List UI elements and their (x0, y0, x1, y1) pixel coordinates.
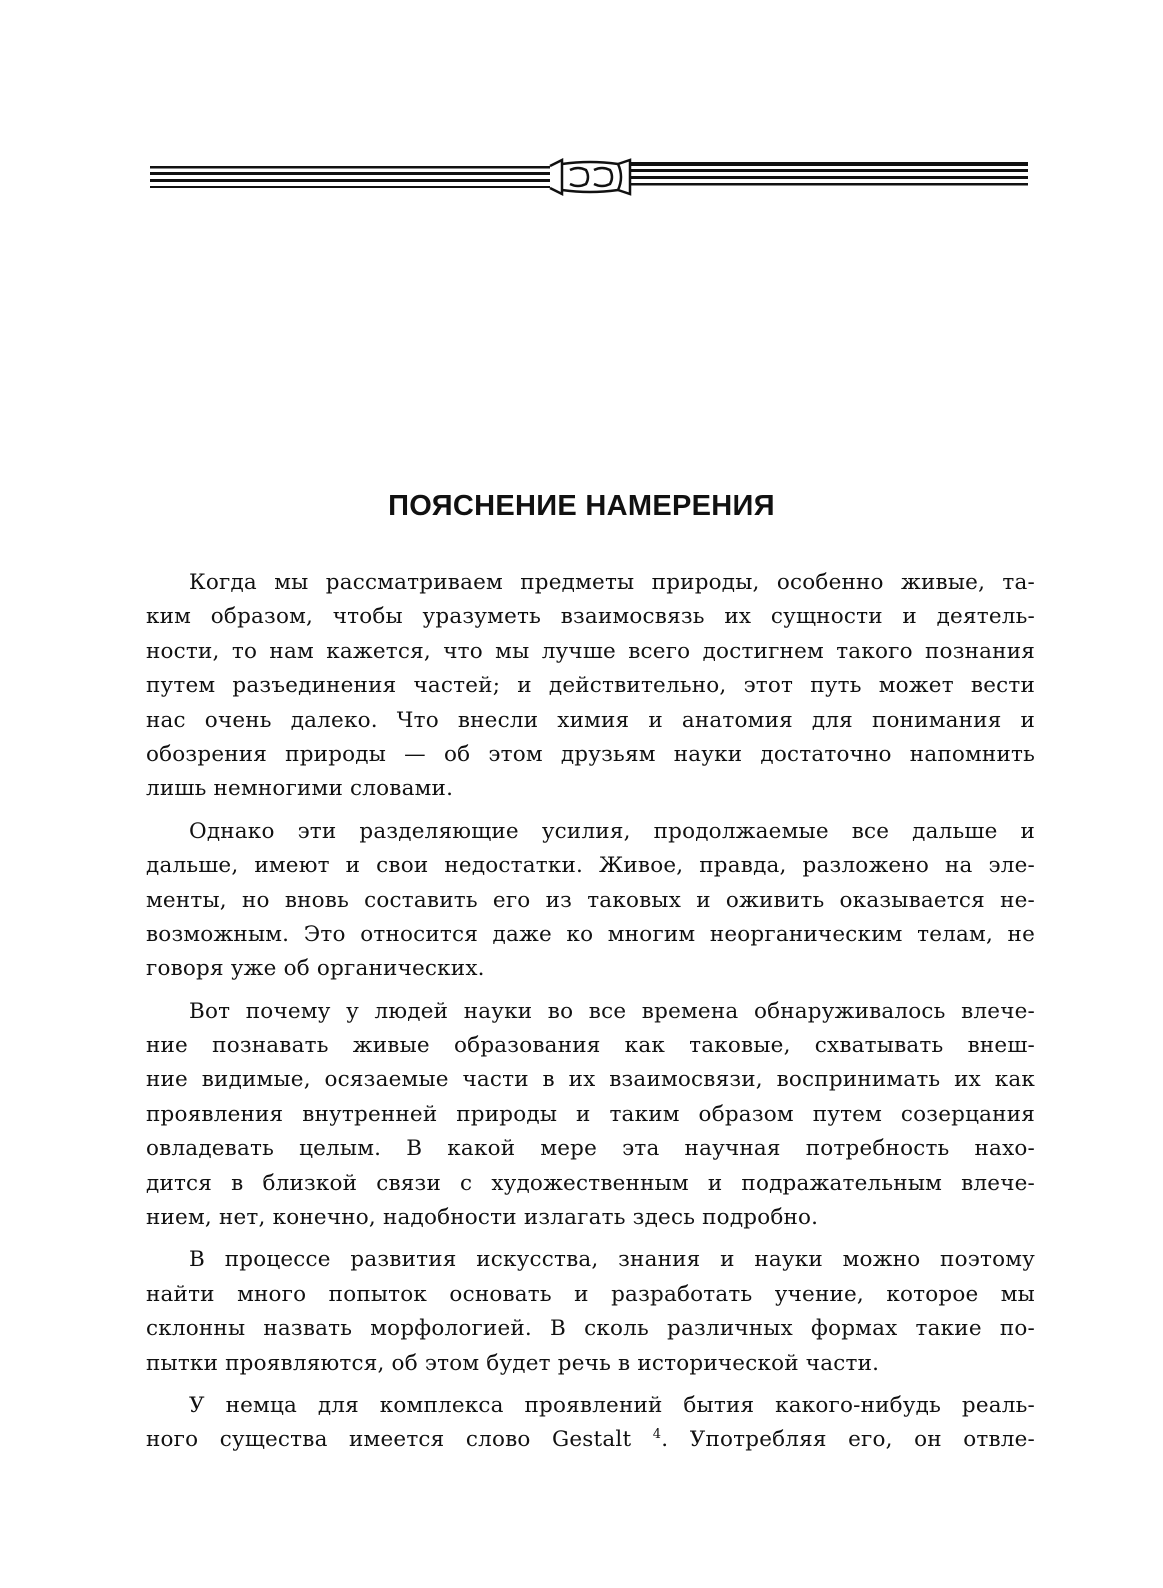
text-line: дится в близкой связи с художественным и подражательным влече- (146, 1170, 1035, 1196)
text-line: Однако эти разделяющие усилия, продолжаемые все дальше и (189, 818, 1035, 844)
ornamental-divider (150, 158, 1028, 198)
paragraph-2 (146, 815, 1035, 987)
text-line: возможным. Это относится даже ко многим неорганическим телам, не (146, 921, 1035, 947)
text-line: проявления внутренней природы и таким образом путем созерцания (146, 1101, 1035, 1127)
text-line: дальше, имеют и свои недостатки. Живое, правда, разложено на эле- (146, 853, 1035, 879)
text-line: Вот почему у людей науки во все времена обнаруживалось влече- (189, 998, 1035, 1024)
footnote-mark[interactable]: 4 (652, 1427, 662, 1443)
text-line: обозрения природы — об этом друзьям науки достаточно напомнить (146, 741, 1035, 767)
text-fragment: . Употребляя его, он отвле- (661, 1427, 1035, 1453)
text-line: лишь немногими словами. (146, 776, 454, 802)
paragraph-1 (146, 566, 1035, 807)
text-line: говоря уже об органических. (146, 956, 485, 982)
text-line: ким образом, чтобы уразуметь взаимосвязь их сущности и деятель- (146, 604, 1035, 630)
text-line: ние познавать живые образования как таковые, схватывать внеш- (146, 1033, 1035, 1059)
text-body (146, 566, 1035, 1466)
text-line: нас очень далеко. Что внесли химия и анатомия для понимания и (146, 707, 1035, 733)
text-line: нием, нет, конечно, надобности излагать здесь подробно. (146, 1205, 819, 1231)
paragraph-5 (146, 1389, 1035, 1458)
text-line: У немца для комплекса проявлений бытия какого-нибудь реаль- (189, 1392, 1035, 1418)
text-line (146, 1423, 1035, 1457)
text-line: склонны назвать морфологией. В сколь различных формах такие по- (146, 1316, 1035, 1342)
text-line: Когда мы рассматриваем предметы природы, особенно живые, та- (189, 570, 1035, 595)
text-line: ние видимые, осязаемые части в их взаимосвязи, воспринимать их как (146, 1067, 1035, 1093)
paragraph-4 (146, 1243, 1035, 1381)
text-line: В процессе развития искусства, знания и науки можно поэтому (189, 1247, 1035, 1273)
text-line: пытки проявляются, об этом будет речь в исторической части. (146, 1350, 880, 1376)
text-line: ности, то нам кажется, что мы лучше всего достигнем такого познания (146, 638, 1035, 664)
page-title: ПОЯСНЕНИЕ НАМЕРЕНИЯ (388, 490, 775, 522)
text-line: менты, но вновь составить его из таковых и оживить оказывается не- (146, 887, 1035, 913)
text-line: найти много попыток основать и разработать учение, которое мы (146, 1281, 1035, 1307)
text-line: путем разъединения частей; и действительно, этот путь может вести (146, 673, 1035, 699)
paragraph-3 (146, 995, 1035, 1236)
text-fragment: ного существа имеется слово Gestalt (146, 1427, 632, 1453)
text-line: овладевать целым. В какой мере эта научная потребность нахо- (146, 1136, 1035, 1162)
